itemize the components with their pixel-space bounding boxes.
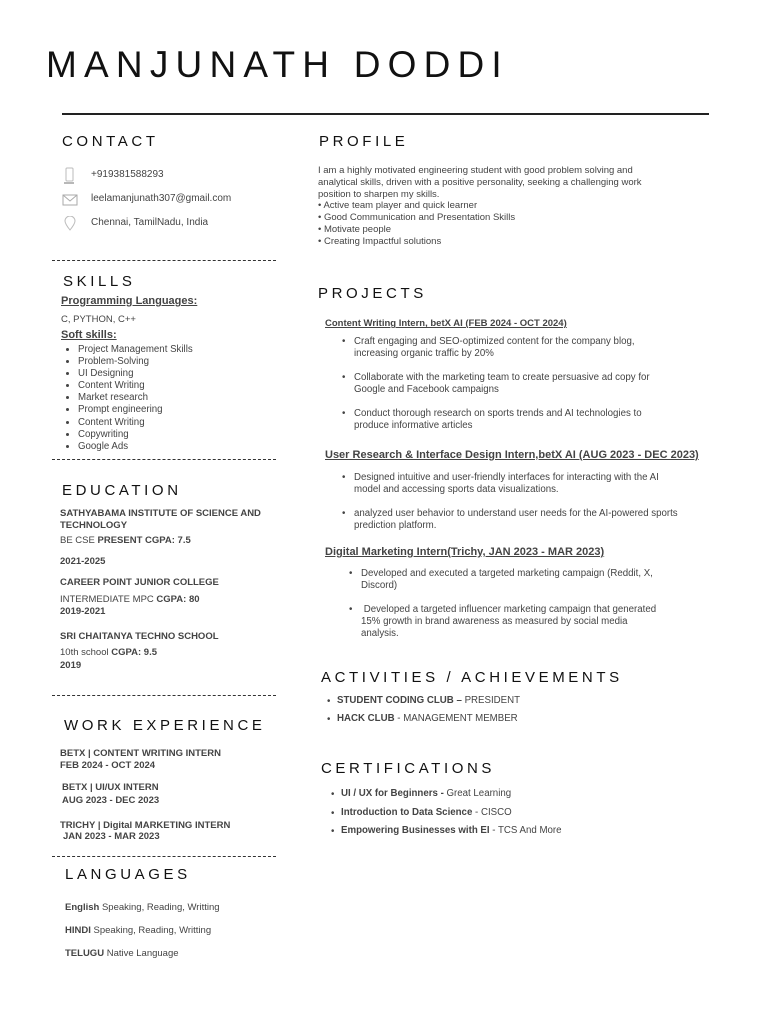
list-item: • Problem-Solving [78,356,193,368]
education-detail: BE CSE PRESENT CGPA: 7.5 [60,535,191,546]
soft-skills-list [60,344,193,453]
skills-heading: SKILLS [63,273,136,290]
work-role: TRICHY | Digital MARKETING INTERN [60,820,231,831]
list-item: • Project Management Skills [78,344,193,356]
education-heading: EDUCATION [62,482,182,499]
project-bullet: • Craft engaging and SEO-optimized content for the company blog, increasing organic traffic by 20% [342,336,635,359]
language-entry: TELUGU Native Language [65,948,179,959]
programming-languages-value: C, PYTHON, C++ [61,314,136,325]
activity-item: • STUDENT CODING CLUB – PRESIDENT [327,695,521,707]
languages-heading: LANGUAGES [65,866,191,883]
projects-heading: PROJECTS [318,285,427,302]
education-school: CAREER POINT JUNIOR COLLEGE [60,577,219,588]
certifications-heading: CERTIFICATIONS [321,760,496,777]
contact-location: Chennai, TamilNadu, India [91,217,209,228]
project-bullet: • Designed intuitive and user-friendly interfaces for interacting with the AI model and accessing sports data visualizations. [342,472,659,495]
profile-text: I am a highly motivated engineering student with good problem solving and analytical skills, driven with a positive personality, seeking a challenging work position to sharpen my skills. • Active team player and quick learner • Good Communication and Presentation Skills • Motivate people • Creating Impactful solutions [318,165,642,247]
list-item: • Prompt engineering [78,404,193,416]
education-detail: INTERMEDIATE MPC CGPA: 80 [60,594,200,605]
section-divider [52,260,276,261]
list-item: • Content Writing [78,380,193,392]
work-dates: FEB 2024 - OCT 2024 [60,760,156,771]
education-detail: 10th school CGPA: 9.5 [60,647,157,658]
activities-heading: ACTIVITIES / ACHIEVEMENTS [321,669,623,686]
education-years: 2021-2025 [60,556,106,567]
section-divider [52,459,276,460]
list-item: • Google Ads [78,441,193,453]
language-entry: HINDI Speaking, Reading, Writting [65,925,212,936]
list-item: • Copywriting [78,429,193,441]
programming-languages-label: Programming Languages: [61,295,198,307]
profile-heading: PROFILE [319,133,409,150]
list-item: • UI Designing [78,368,193,380]
project-title: Digital Marketing Intern(Trichy, JAN 2023 - MAR 2023) [325,546,605,558]
certification-item: • Empowering Businesses with EI - TCS And More [331,825,562,837]
education-school: SRI CHAITANYA TECHNO SCHOOL [60,631,219,642]
project-bullet: • Collaborate with the marketing team to create persuasive ad copy for Google and Facebook campaigns [342,372,650,395]
education-school: SATHYABAMA INSTITUTE OF SCIENCE AND TECHNOLOGY [60,508,261,531]
header-divider [62,113,709,115]
email-icon [62,194,78,206]
soft-skills-label: Soft skills: [61,329,117,341]
list-item: • Market research [78,392,193,404]
project-bullet: • Developed and executed a targeted marketing campaign (Reddit, X, Discord) [349,568,653,591]
project-bullet: • Developed a targeted influencer marketing campaign that generated 15% growth in brand awareness as measured by social media analysis. [349,604,657,639]
section-divider [52,695,276,696]
work-dates: AUG 2023 - DEC 2023 [62,795,160,806]
project-bullet: • Conduct thorough research on sports trends and AI technologies to produce informative articles [342,408,642,431]
activity-item: • HACK CLUB - MANAGEMENT MEMBER [327,713,518,725]
certification-item: • UI / UX for Beginners - Great Learning [331,788,512,800]
location-icon [64,216,76,231]
contact-heading: CONTACT [62,133,159,150]
candidate-name: MANJUNATH DODDI [46,44,509,85]
education-years: 2019-2021 [60,606,106,617]
certification-item: • Introduction to Data Science - CISCO [331,807,512,819]
work-experience-heading: WORK EXPERIENCE [64,717,266,734]
contact-email[interactable]: leelamanjunath307@gmail.com [91,193,232,204]
language-entry: English Speaking, Reading, Writting [65,902,220,913]
contact-phone[interactable]: +919381588293 [91,169,164,180]
section-divider [52,856,276,857]
work-dates: JAN 2023 - MAR 2023 [63,831,160,842]
phone-icon [63,167,75,184]
project-title: Content Writing Intern, betX AI (FEB 2024 - OCT 2024) [325,318,567,329]
list-item: • Content Writing [78,417,193,429]
project-bullet: • analyzed user behavior to understand user needs for the AI-powered sports prediction platform. [342,508,678,531]
work-role: BETX | CONTENT WRITING INTERN [60,748,221,759]
education-years: 2019 [60,660,82,671]
project-title: User Research & Interface Design Intern,betX AI (AUG 2023 - DEC 2023) [325,449,699,461]
work-role: BETX | UI/UX INTERN [62,782,159,793]
